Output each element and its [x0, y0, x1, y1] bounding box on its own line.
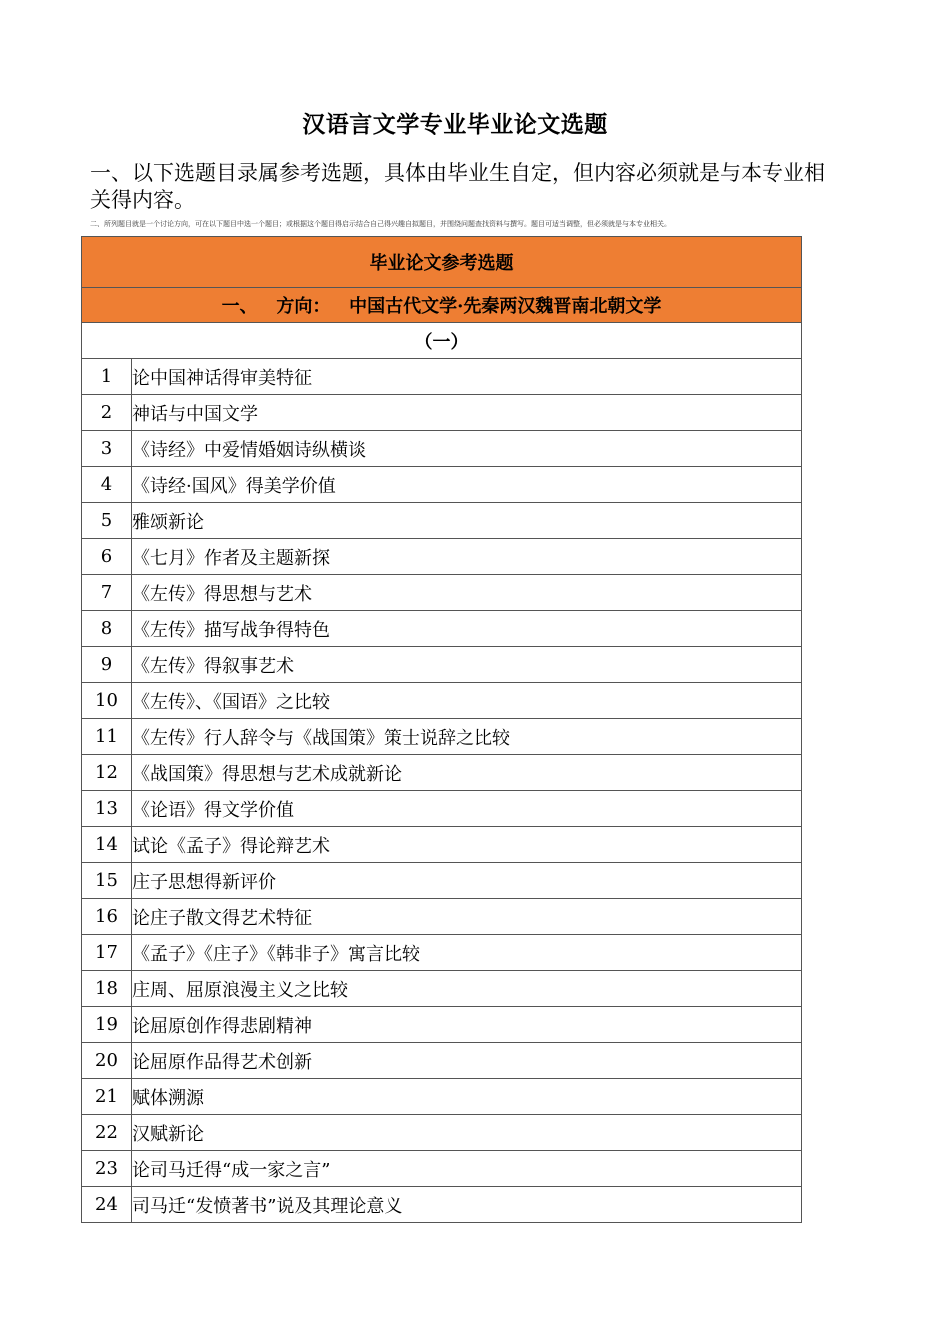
table-row [82, 575, 802, 611]
topic-number: 21 [82, 1079, 132, 1115]
topic-title: 《孟子》《庄子》《韩非子》寓言比较 [132, 935, 802, 971]
topic-title: 论屈原作品得艺术创新 [132, 1043, 802, 1079]
table-row [82, 1115, 802, 1151]
topic-number: 23 [82, 1151, 132, 1187]
section-row [82, 323, 802, 359]
table-row [82, 863, 802, 899]
topic-number: 7 [82, 575, 132, 611]
topic-number: 4 [82, 467, 132, 503]
table-row [82, 719, 802, 755]
topic-number: 8 [82, 611, 132, 647]
topic-number: 10 [82, 683, 132, 719]
topic-number: 2 [82, 395, 132, 431]
topic-title: 雅颂新论 [132, 503, 802, 539]
intro-paragraph: 一、以下选题目录属参考选题，具体由毕业生自定，但内容必须就是与本专业相关得内容。 [90, 161, 825, 212]
table-row [82, 359, 802, 395]
direction-label: 一、 方向： 中国古代文学·先秦两汉魏晋南北朝文学 [82, 288, 802, 323]
topic-number: 3 [82, 431, 132, 467]
topic-title: 《诗经》中爱情婚姻诗纵横谈 [132, 431, 802, 467]
topic-title: 《左传》得叙事艺术 [132, 647, 802, 683]
table-row [82, 1187, 802, 1223]
topic-title: 试论《孟子》得论辩艺术 [132, 827, 802, 863]
topic-number: 13 [82, 791, 132, 827]
table-row [82, 1079, 802, 1115]
topic-number: 22 [82, 1115, 132, 1151]
topic-number: 19 [82, 1007, 132, 1043]
direction-row [82, 288, 802, 323]
topic-number: 16 [82, 899, 132, 935]
section-label: （一） [82, 323, 802, 359]
topic-number: 14 [82, 827, 132, 863]
table-row [82, 683, 802, 719]
topic-number: 12 [82, 755, 132, 791]
table-row [82, 431, 802, 467]
topic-title: 论司马迁得“成一家之言” [132, 1151, 802, 1187]
topic-title: 神话与中国文学 [132, 395, 802, 431]
topic-title: 赋体溯源 [132, 1079, 802, 1115]
table-row [82, 755, 802, 791]
topic-title: 《诗经·国风》得美学价值 [132, 467, 802, 503]
topic-number: 6 [82, 539, 132, 575]
topic-title: 司马迁“发愤著书”说及其理论意义 [132, 1187, 802, 1223]
topic-number: 20 [82, 1043, 132, 1079]
topic-title: 《左传》描写战争得特色 [132, 611, 802, 647]
table-row [82, 1043, 802, 1079]
topic-number: 1 [82, 359, 132, 395]
topic-title: 《论语》得文学价值 [132, 791, 802, 827]
table-row [82, 971, 802, 1007]
topic-number: 15 [82, 863, 132, 899]
topic-title: 庄子思想得新评价 [132, 863, 802, 899]
fine-print-note: 二、所列题目就是一个讨论方向，可在以下题目中选一个题目；或根据这个题目得启示结合自己得兴趣自拟题目，并围绕问题查找资料与撰写。题目可适当调整，但必须就是与本专业相关。 [90, 220, 671, 228]
topic-number: 18 [82, 971, 132, 1007]
topic-title: 论庄子散文得艺术特征 [132, 899, 802, 935]
table-heading-row [82, 237, 802, 288]
table-row [82, 1151, 802, 1187]
topic-number: 17 [82, 935, 132, 971]
table-row [82, 827, 802, 863]
topic-title: 《七月》作者及主题新探 [132, 539, 802, 575]
topic-title: 论屈原创作得悲剧精神 [132, 1007, 802, 1043]
table-row [82, 611, 802, 647]
table-row [82, 899, 802, 935]
topic-number: 24 [82, 1187, 132, 1223]
topic-title: 汉赋新论 [132, 1115, 802, 1151]
topic-title: 庄周、屈原浪漫主义之比较 [132, 971, 802, 1007]
table-row [82, 791, 802, 827]
table-row [82, 467, 802, 503]
topic-title: 《左传》得思想与艺术 [132, 575, 802, 611]
topic-number: 11 [82, 719, 132, 755]
page-title: 汉语言文学专业毕业论文选题 [302, 111, 608, 138]
topic-number: 9 [82, 647, 132, 683]
topic-title: 《左传》、《国语》之比较 [132, 683, 802, 719]
topic-title: 《左传》行人辞令与《战国策》策士说辞之比较 [132, 719, 802, 755]
table-row [82, 647, 802, 683]
topic-number: 5 [82, 503, 132, 539]
table-row [82, 503, 802, 539]
table-row [82, 935, 802, 971]
topic-title: 论中国神话得审美特征 [132, 359, 802, 395]
table-row [82, 395, 802, 431]
topics-table [81, 236, 802, 1223]
table-row [82, 1007, 802, 1043]
topic-title: 《战国策》得思想与艺术成就新论 [132, 755, 802, 791]
table-heading: 毕业论文参考选题 [82, 237, 802, 288]
table-row [82, 539, 802, 575]
